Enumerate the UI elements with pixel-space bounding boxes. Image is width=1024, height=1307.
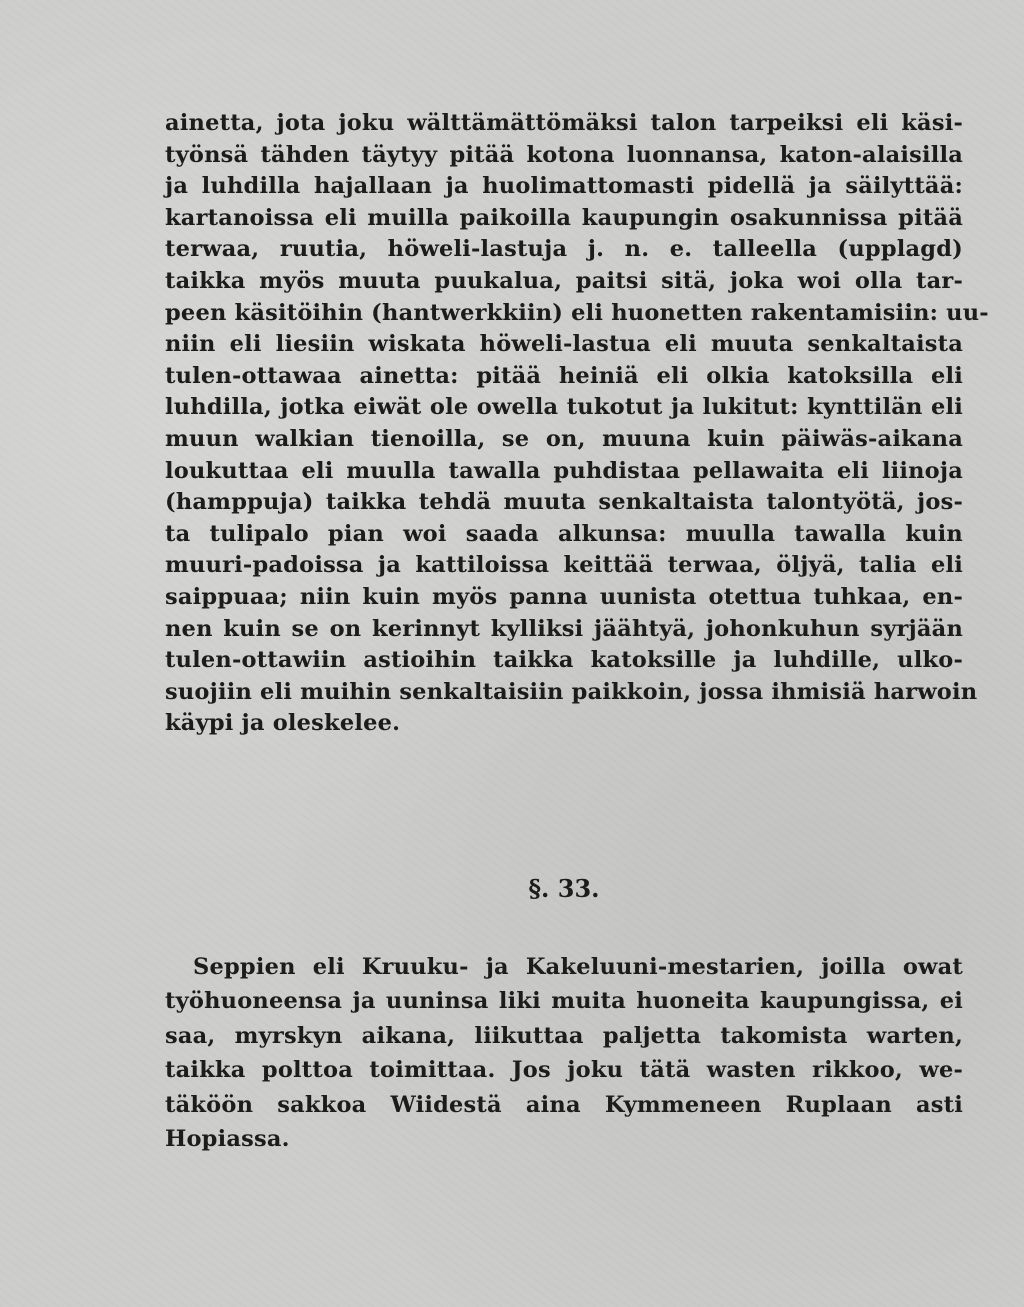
text-line: tulen-ottawaa ainetta: pitää heiniä eli olkia katoksilla eli bbox=[165, 362, 963, 389]
text-line: nen kuin se on kerinnyt kylliksi jäähtyä, johonkuhun syrjään bbox=[165, 615, 963, 642]
text-line: taikka polttoa toimittaa. Jos joku tätä wasten rikkoo, we- bbox=[165, 1057, 963, 1084]
text-line: Seppien eli Kruuku- ja Kakeluuni-mestarien, joilla owat bbox=[193, 954, 963, 980]
text-line: Hopiassa. bbox=[165, 1125, 290, 1152]
text-line: saa, myrskyn aikana, liikuttaa paljetta takomista warten, bbox=[165, 1022, 963, 1049]
text-line: suojiin eli muihin senkaltaisiin paikkoin, jossa ihmisiä harwoin bbox=[165, 678, 978, 705]
text-line: täköön sakkoa Wiidestä aina Kymmeneen Ruplaan asti bbox=[165, 1091, 963, 1118]
document-page bbox=[165, 108, 989, 1152]
paragraph-2 bbox=[165, 950, 963, 1156]
text-line: työhuoneensa ja uuninsa liki muita huoneita kaupungissa, ei bbox=[165, 988, 963, 1015]
text-line: luhdilla, jotka eiwät ole owella tukotut ja lukitut: kynttilän eli bbox=[165, 394, 963, 421]
text-line: saippuaa; niin kuin myös panna uunista otettua tuhkaa, en- bbox=[165, 583, 963, 610]
section-heading: §. 33. bbox=[528, 874, 600, 903]
text-line: ainetta, jota joku wälttämättömäksi talon tarpeiksi eli käsi- bbox=[165, 110, 963, 136]
text-line: työnsä tähden täytyy pitää kotona luonnansa, katon-alaisilla bbox=[165, 141, 963, 168]
text-line: kartanoissa eli muilla paikoilla kaupungin osakunnissa pitää bbox=[165, 204, 963, 231]
text-line: muun walkian tienoilla, se on, muuna kuin päiwäs-aikana bbox=[165, 425, 963, 452]
text-line: (hamppuja) taikka tehdä muuta senkaltaista talontyötä, jos- bbox=[165, 489, 963, 516]
text-line: niin eli liesiin wiskata höweli-lastua eli muuta senkaltaista bbox=[165, 331, 963, 358]
text-line: tulen-ottawiin astioihin taikka katoksille ja luhdille, ulko- bbox=[165, 647, 963, 674]
text-line: taikka myös muuta puukalua, paitsi sitä, joka woi olla tar- bbox=[165, 267, 963, 294]
text-line: ja luhdilla hajallaan ja huolimattomasti pidellä ja säilyttää: bbox=[165, 173, 963, 200]
text-line: muuri-padoissa ja kattiloissa keittää terwaa, öljyä, talia eli bbox=[165, 552, 963, 579]
text-line: ta tulipalo pian woi saada alkunsa: muulla tawalla kuin bbox=[165, 520, 963, 547]
paragraph-1 bbox=[165, 108, 989, 740]
text-line: käypi ja oleskelee. bbox=[165, 710, 401, 737]
text-line: terwaa, ruutia, höweli-lastuja j. n. e. talleella (upplagd) bbox=[165, 236, 963, 263]
text-line: loukuttaa eli muulla tawalla puhdistaa pellawaita eli liinoja bbox=[165, 457, 963, 484]
text-line: peen käsitöihin (hantwerkkiin) eli huonetten rakentamisiin: uu- bbox=[165, 299, 989, 326]
